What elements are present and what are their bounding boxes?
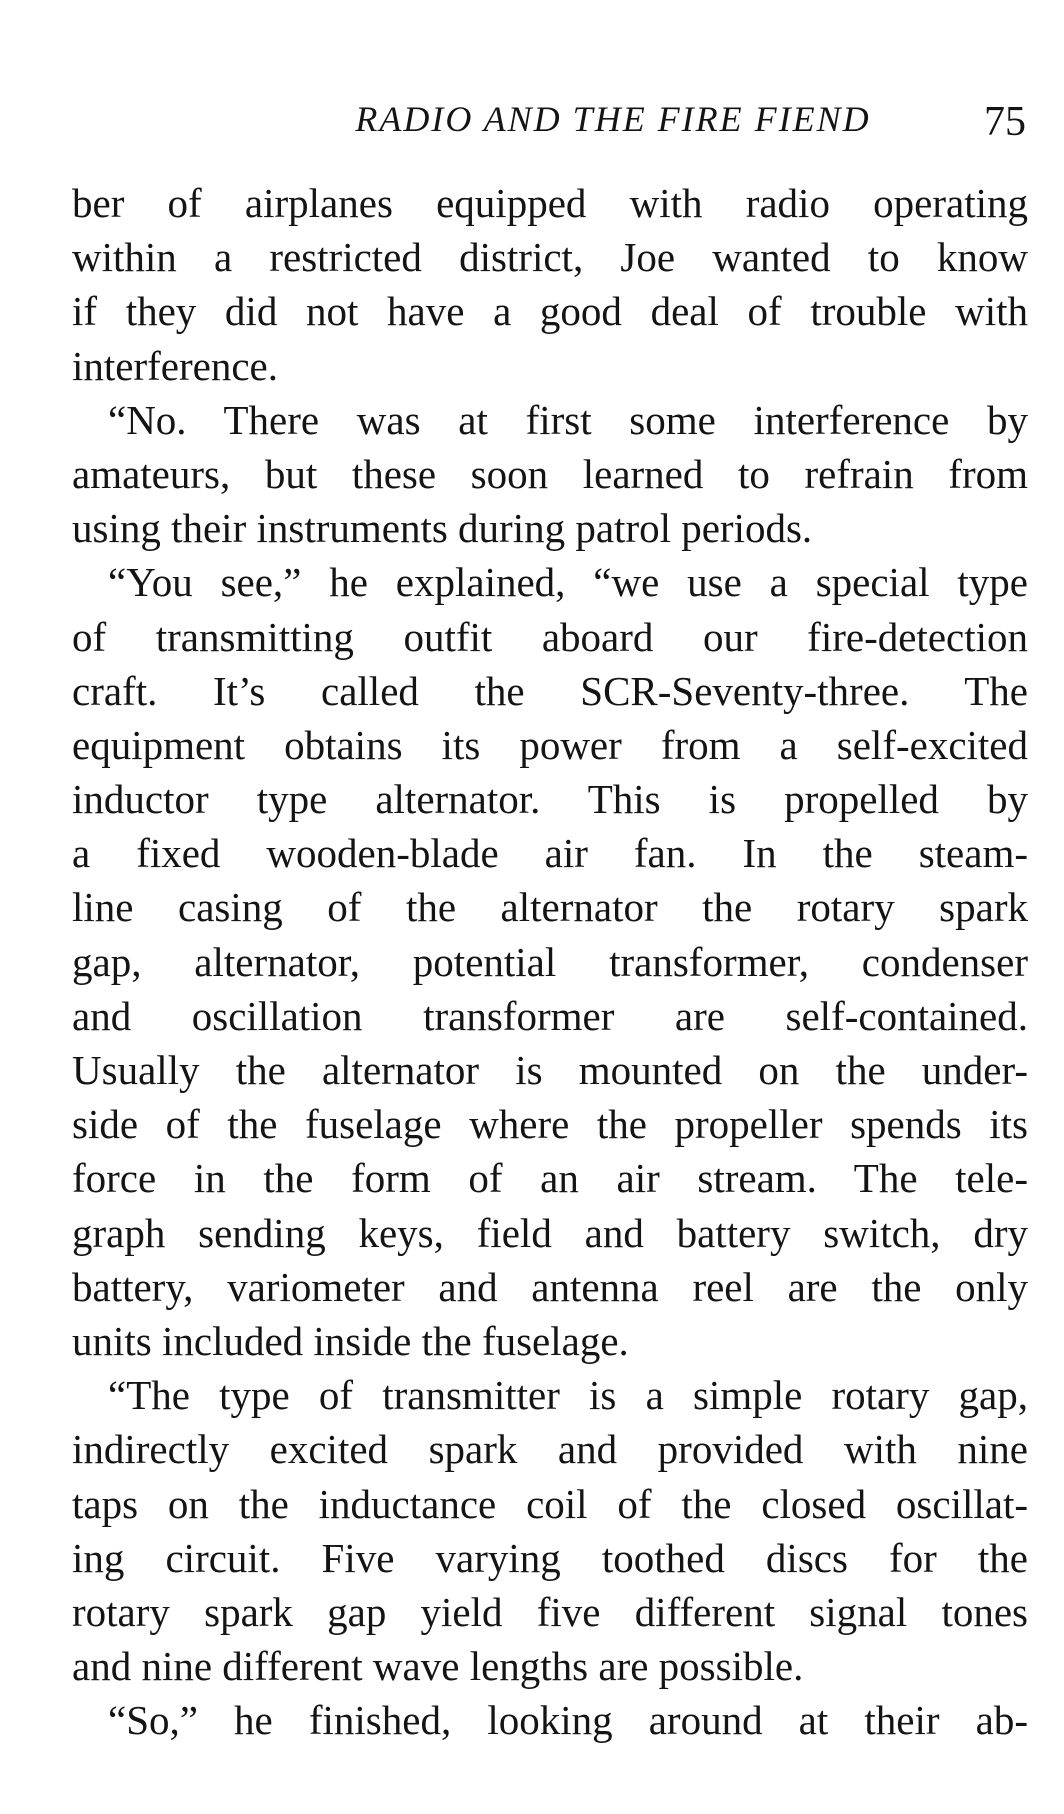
text-line: graph sending keys, field and battery switch, dry [72,1209,1028,1256]
page-number: 75 [984,99,1026,145]
text-line: taps on the inductance coil of the closed oscillat- [72,1480,1028,1527]
text-line: Usually the alternator is mounted on the under- [72,1047,1028,1093]
text-line: if they did not have a good deal of trouble with [72,288,1028,335]
text-line: force in the form of an air stream. The tele- [72,1155,1028,1202]
text-line: within a restricted district, Joe wanted to know [72,234,1028,281]
text-line: ing circuit. Five varying toothed discs for the [72,1534,1028,1581]
text-line: units included inside the fuselage. [72,1317,629,1364]
text-line: side of the fuselage where the propeller spends its [72,1101,1028,1148]
text-line: a fixed wooden-blade air fan. In the steam- [72,830,1028,877]
text-line: line casing of the alternator the rotary spark [72,884,1028,931]
text-line: ber of airplanes equipped with radio operating [72,180,1028,226]
text-line: “So,” he finished, looking around at their ab- [108,1697,1028,1744]
text-line: battery, variometer and antenna reel are the only [72,1263,1028,1310]
text-line: craft. It’s called the SCR-Seventy-three. The [72,667,1028,714]
text-line: and nine different wave lengths are possible. [72,1643,804,1690]
running-title: RADIO AND THE FIRE FIEND [355,99,871,139]
text-line: “The type of transmitter is a simple rotary gap, [108,1372,1028,1419]
text-line: interference. [72,342,278,389]
text-line: rotary spark gap yield five different signal tones [72,1588,1028,1635]
text-line: indirectly excited spark and provided with nine [72,1426,1028,1473]
text-line: amateurs, but these soon learned to refrain from [72,450,1028,497]
text-line: “No. There was at first some interference by [108,396,1028,443]
text-line: of transmitting outfit aboard our fire-detection [72,613,1028,660]
text-line: inductor type alternator. This is propelled by [72,776,1028,823]
text-line: “You see,” he explained, “we use a special type [108,559,1028,606]
body-text [72,176,1028,1747]
text-line: equipment obtains its power from a self-excited [72,721,1028,768]
text-line: gap, alternator, potential transformer, condenser [72,938,1028,985]
text-line: and oscillation transformer are self-contained. [72,992,1028,1039]
text-line: using their instruments during patrol periods. [72,505,813,552]
running-head [70,88,1026,148]
